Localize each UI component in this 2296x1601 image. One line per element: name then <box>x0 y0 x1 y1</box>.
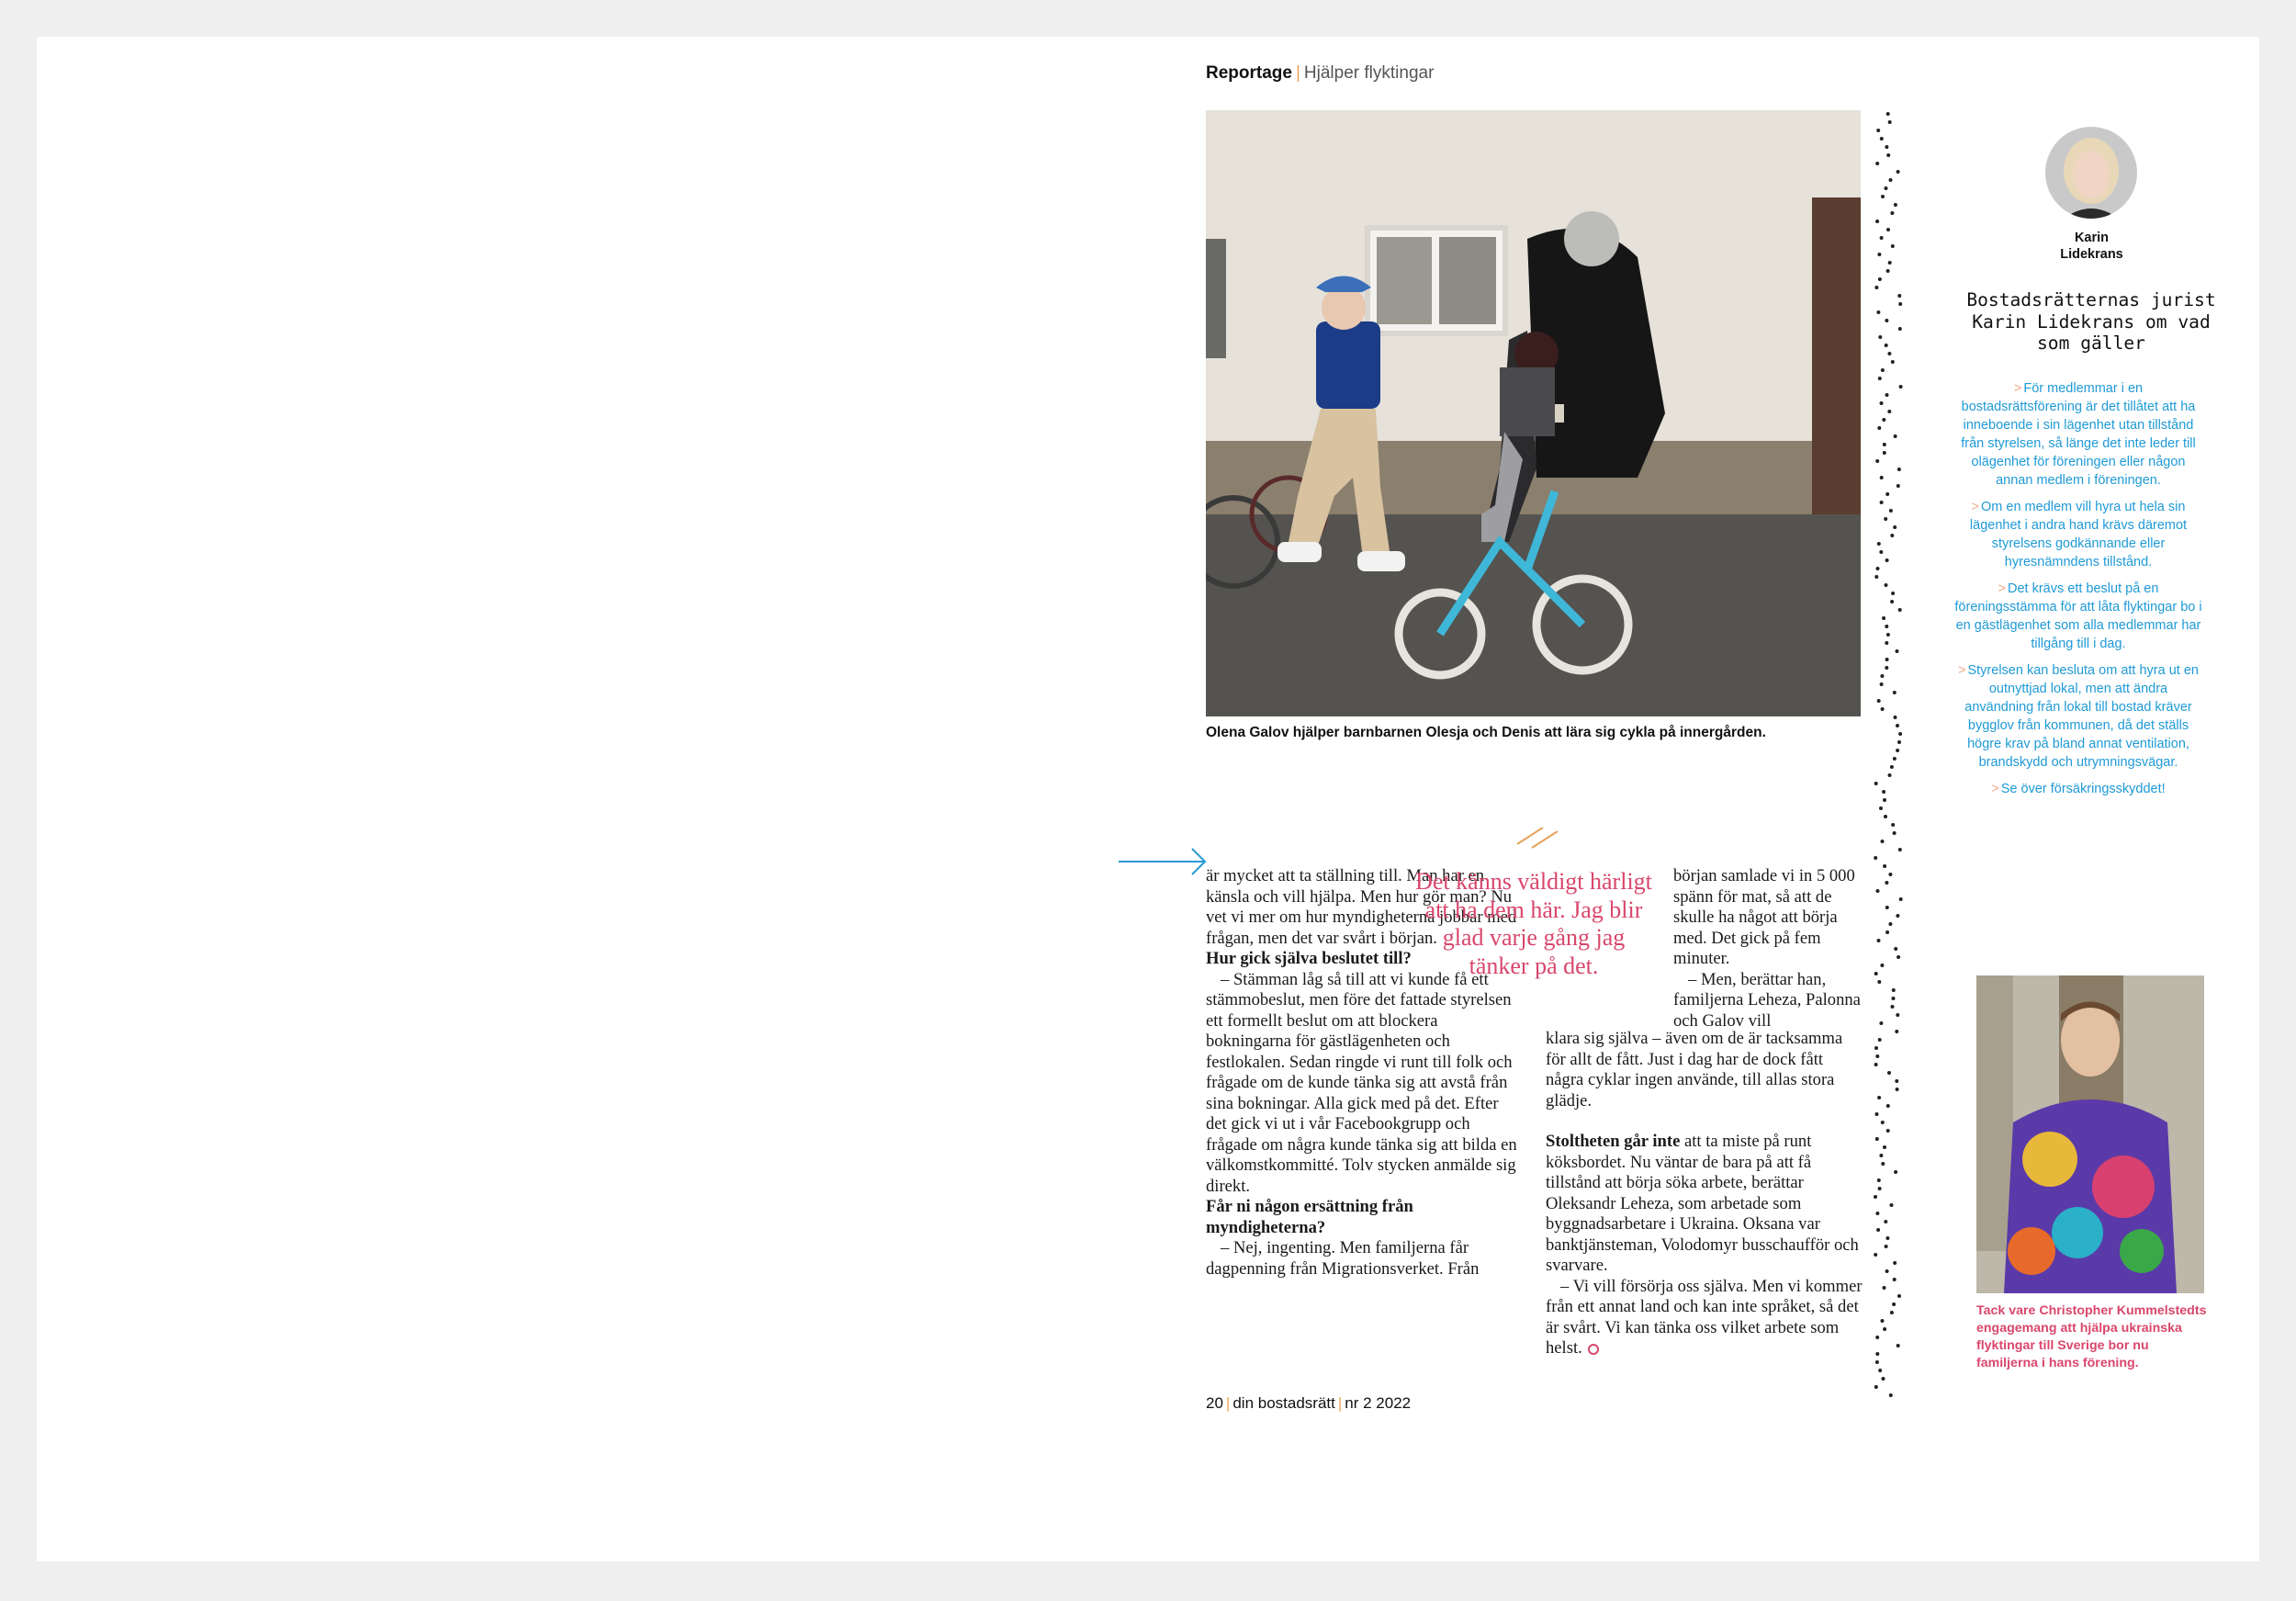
divider-dot <box>1875 220 1879 223</box>
divider-dot <box>1898 608 1902 612</box>
divider-dot <box>1874 1385 1878 1389</box>
divider-dot <box>1875 162 1879 165</box>
divider-dot <box>1879 1154 1883 1157</box>
issue-number: nr 2 2022 <box>1345 1394 1412 1412</box>
divider-dot <box>1885 658 1889 661</box>
divider-dot <box>1888 261 1892 265</box>
portrait-caption: Tack vare Christopher Kummelstedts engagemang att hjälpa ukrainska flyktingar till Sverige bor nu familjerna i hans förening. <box>1976 1303 2207 1370</box>
divider-dot <box>1875 1352 1879 1356</box>
divider-dot <box>1897 294 1901 298</box>
divider-dot <box>1897 468 1901 471</box>
divider-dot <box>1899 897 1903 901</box>
divider-dot <box>1890 765 1894 769</box>
section-label: Reportage <box>1206 63 1292 83</box>
list-item: > Om en medlem vill hyra ut hela sin lägenhet i andra hand krävs däremot styrelsens godkännande eller hyresnämndens tillstånd. <box>1969 500 2188 569</box>
divider-dot <box>1881 195 1885 198</box>
divider-dot <box>1876 567 1880 570</box>
divider-dot <box>1877 542 1881 546</box>
divider-dot <box>1896 955 1900 959</box>
divider-dot <box>1891 360 1895 364</box>
divider-dot <box>1883 443 1886 446</box>
divider-dot <box>1880 682 1884 686</box>
divider-dot <box>1883 1286 1886 1290</box>
divider-dot <box>1877 1096 1881 1099</box>
divider-dot <box>1875 1137 1879 1141</box>
interview-answer: – Nej, ingenting. Men familjerna får dagpenning från Migrationsverket. Från <box>1206 1238 1480 1279</box>
divider-dot <box>1884 1220 1887 1223</box>
divider-dot <box>1894 1170 1897 1174</box>
divider-dot <box>1883 1327 1886 1331</box>
divider-dot <box>1885 1245 1888 1248</box>
divider-dot <box>1877 253 1881 256</box>
article-paragraph: är mycket att ta ställning till. Man har en känsla och vill hjälpa. Men hur gör man? Nu vet vi mer om hur myndigheterna jobbar med frågan, men det var svårt i början. <box>1206 866 1517 948</box>
divider-dot <box>1890 1203 1894 1207</box>
divider-dot <box>1877 980 1881 984</box>
divider-dot <box>1885 625 1888 628</box>
sidebar-title: Bostadsrätternas jurist Karin Lidekrans om vad som gäller <box>1966 289 2216 354</box>
divider-dot <box>1886 269 1890 273</box>
divider-dot <box>1893 691 1896 694</box>
divider-dot <box>1886 112 1890 116</box>
divider-dot <box>1880 964 1884 967</box>
divider-dot <box>1885 344 1888 347</box>
divider-dot <box>1881 840 1885 843</box>
divider-dot <box>1880 137 1884 141</box>
divider-dot <box>1875 459 1879 463</box>
divider-dot <box>1889 509 1893 513</box>
divider-dot <box>1880 401 1884 405</box>
lead-in: Stoltheten går inte <box>1546 1132 1681 1151</box>
divider-dot <box>1880 236 1884 240</box>
article-paragraph: klara sig själva – även om de är tacksamma för allt de fått. Just i dag har de dock fått några cyklar ingen använde, till allas stora glädje. <box>1546 1029 1843 1111</box>
divider-dot <box>1878 277 1882 281</box>
end-mark-icon <box>1588 1344 1599 1355</box>
divider-dot <box>1884 815 1887 818</box>
interview-answer: – Stämman låg så till att vi kunde få ett stämmobeslut, men före det fattade styrelsen ett formellt beslut om att blockera bokningarna för gästlägenheten och festlokalen. Sedan ringde vi runt till folk och frågade om de kunde tänka sig att avstå från sina bokningar. Alla gick med på det. Efter det gick vi ut i vår Facebookgrupp och frågade om några kunde tänka sig att bilda en välkomstkommitté. Tolv stycken anmälde sig direkt. <box>1206 969 1517 1196</box>
divider-dot <box>1881 368 1885 372</box>
divider-dot <box>1894 203 1897 207</box>
article-paragraph: Stoltheten går inte att ta miste på runt köksbordet. Nu väntar de bara på att få tillstånd att börja söka arbete, berättar Oleksandr Leheza, som arbetade som byggnadsarbetare i Ukraina. Oksana var banktjänsteman, Volodomyr busschaufför och svarvare. <box>1546 1132 1859 1275</box>
divider-dot <box>1874 972 1878 975</box>
section-header: Reportage | Hjälper flyktingar <box>1206 63 1435 83</box>
list-item: > För medlemmar i en bostadsrättsförening är det tillåtet att ha inneboende i sin lägenhet utan tillstånd från styrelsen, så länge det inte leder till olägenhet för föreningen eller någon annan medlem i föreningen. <box>1961 381 2196 488</box>
divider-dot <box>1885 666 1888 670</box>
divider-dot <box>1879 550 1883 554</box>
divider-dot <box>1886 153 1890 157</box>
divider-dot <box>1885 1236 1889 1240</box>
divider-dot <box>1874 575 1878 579</box>
divider-dot <box>1892 1302 1896 1306</box>
divider-dot <box>1890 1311 1894 1314</box>
divider-dot <box>1880 501 1884 504</box>
divider-dot <box>1895 1079 1898 1083</box>
divider-dot <box>1888 922 1892 926</box>
divider-dot <box>1889 178 1893 182</box>
divider-dot <box>1885 1269 1889 1273</box>
divider-dot <box>1888 873 1892 876</box>
article-paragraph: – Vi vill försörja oss själva. Men vi kommer från ett annat land och kan inte språket, så det är svårt. Vi kan tänka oss vilket arbete som helst. <box>1546 1276 1863 1358</box>
list-item: > Se över försäkringsskyddet! <box>1991 782 2166 796</box>
divider-dot <box>1877 699 1881 703</box>
divider-dot <box>1899 385 1903 389</box>
interview-question: Hur gick själva beslutet till? <box>1206 949 1412 968</box>
divider-dot <box>1881 1162 1885 1166</box>
divider-dot <box>1890 600 1894 603</box>
divider-dot <box>1894 947 1897 951</box>
divider-dot <box>1876 1228 1880 1232</box>
divider-dot <box>1885 906 1889 909</box>
person-name: Karin Lidekrans <box>2060 231 2123 262</box>
divider-dot <box>1889 1393 1893 1397</box>
divider-dot <box>1898 732 1902 736</box>
article-paragraph: – Men, berättar han, familjerna Leheza, Palonna och Galov vill <box>1673 969 1861 1031</box>
divider-dot <box>1880 476 1884 479</box>
portrait-photo <box>1976 975 2204 1293</box>
list-item: > Styrelsen kan besluta om att hyra ut en outnyttjad lokal, men att ändra användning från lokal till bostad kräver bygglov från kommunen, då det ställs högre krav på bland annat ventilation, brandskydd och utrymningsvägar. <box>1958 663 2199 770</box>
avatar <box>2045 127 2137 219</box>
divider-dot <box>1896 1013 1899 1017</box>
divider-dot <box>1893 525 1896 529</box>
divider-dot <box>1878 1369 1882 1372</box>
divider-dot <box>1883 451 1886 455</box>
divider-dot <box>1887 1071 1891 1075</box>
divider-dot <box>1898 848 1902 851</box>
divider-dot <box>1888 773 1892 777</box>
divider-dot <box>1884 517 1887 521</box>
divider-dot <box>1893 831 1896 835</box>
divider-dot <box>1875 1336 1879 1339</box>
divider-dot <box>1892 988 1896 992</box>
divider-dot <box>1896 749 1899 752</box>
divider-dot <box>1898 302 1902 306</box>
magazine-spread <box>37 37 2259 1562</box>
divider-dot <box>1877 426 1881 430</box>
divider-dot <box>1874 1046 1878 1050</box>
divider-dot <box>1896 724 1899 727</box>
divider-dot <box>1890 534 1894 537</box>
divider-dot <box>1875 1360 1879 1364</box>
dotted-divider <box>1870 110 1907 1405</box>
divider-dot <box>1896 170 1900 174</box>
divider-dot <box>1874 1195 1877 1199</box>
divider-dot <box>1883 1145 1886 1149</box>
divider-dot <box>1881 707 1885 711</box>
divider-dot <box>1881 1121 1885 1124</box>
divider-dot <box>1891 823 1895 827</box>
divider-dot <box>1885 145 1888 149</box>
divider-dot <box>1876 129 1880 132</box>
divider-dot <box>1885 641 1888 645</box>
divider-dot <box>1890 211 1894 215</box>
divider-dot <box>1874 1253 1877 1257</box>
main-photo <box>1206 110 1861 716</box>
divider-dot <box>1885 393 1889 397</box>
divider-dot <box>1880 674 1884 678</box>
article-column-3 <box>1546 1029 1863 1359</box>
magazine-name: din bostadsrätt <box>1232 1394 1335 1412</box>
divider-dot <box>1894 434 1897 438</box>
divider-dot <box>1897 1294 1901 1298</box>
divider-dot <box>1887 352 1891 355</box>
divider-dot <box>1896 914 1899 918</box>
divider-dot <box>1893 1278 1896 1281</box>
divider-dot <box>1874 286 1878 289</box>
divider-dot <box>1896 484 1900 488</box>
article-paragraph: början samlade vi in 5 000 spänn för mat, så att de skulle ha något att börja med. Det gick på fem minuter. <box>1673 866 1855 968</box>
divider-dot <box>1885 930 1889 934</box>
divider-dot <box>1876 310 1880 314</box>
divider-dot <box>1882 790 1885 794</box>
divider-dot <box>1875 1054 1879 1058</box>
page-number: 20 <box>1206 1394 1223 1412</box>
divider-dot <box>1897 740 1901 744</box>
pull-quote: Det känns väldigt härligt att ha dem här. Jag blir glad varje gång jag tänker på det. <box>1415 868 1652 979</box>
divider-dot <box>1895 1030 1898 1033</box>
divider-dot <box>1877 939 1881 942</box>
divider-dot <box>1885 319 1888 322</box>
divider-dot <box>1898 327 1902 331</box>
divider-dot <box>1894 716 1897 719</box>
divider-dot <box>1891 592 1895 595</box>
divider-dot <box>1878 1187 1882 1190</box>
quote-mark-icon <box>1514 824 1565 851</box>
divider-dot <box>1874 856 1877 860</box>
divider-dot <box>1878 1038 1882 1042</box>
divider-dot <box>1878 335 1882 339</box>
sidebar-list <box>1954 379 2202 806</box>
divider-dot <box>1896 649 1899 653</box>
divider-dot <box>1886 228 1890 231</box>
divider-dot <box>1885 186 1888 190</box>
divider-dot <box>1886 633 1890 637</box>
divider-dot <box>1885 881 1888 885</box>
divider-dot <box>1881 1319 1885 1323</box>
divider-dot <box>1875 1212 1879 1215</box>
interview-question: Får ni någon ersättning från myndigheterna? <box>1206 1197 1413 1237</box>
divider-dot <box>1879 806 1883 810</box>
divider-dot <box>1891 1005 1895 1009</box>
section-topic: Hjälper flyktingar <box>1303 63 1435 83</box>
divider-dot <box>1886 1129 1890 1133</box>
photo-caption: Olena Galov hjälper barnbarnen Olesja och Denis att lära sig cykla på innergården. <box>1206 725 1766 740</box>
divider-dot <box>1896 1344 1900 1347</box>
divider-dot <box>1883 864 1886 868</box>
divider-dot <box>1885 558 1889 562</box>
divider-dot <box>1888 120 1892 124</box>
divider-dot <box>1882 616 1885 620</box>
divider-dot <box>1886 1104 1890 1108</box>
divider-dot <box>1891 244 1895 248</box>
list-item: > Det krävs ett beslut på en föreningsstämma för att låta flyktingar bo i en gästlägenhet som alla medlemmar har tillgång till i dag. <box>1954 581 2202 651</box>
page-footer: 20 | din bostadsrätt | nr 2 2022 <box>1206 1394 1412 1412</box>
divider-dot <box>1885 583 1888 587</box>
divider-dot <box>1874 782 1878 785</box>
divider-dot <box>1885 492 1889 496</box>
divider-dot <box>1883 798 1886 802</box>
divider-dot <box>1893 1261 1896 1265</box>
divider-dot <box>1877 1178 1881 1182</box>
divider-dot <box>1893 757 1896 761</box>
arrow-right-icon <box>1119 843 1210 880</box>
divider-dot <box>1887 410 1891 413</box>
divider-dot <box>1882 1377 1885 1381</box>
divider-dot <box>1892 997 1896 1000</box>
divider-dot <box>1878 377 1882 380</box>
divider-dot <box>1874 1063 1878 1066</box>
article-column-3-top <box>1673 866 1862 1032</box>
divider-dot <box>1879 1021 1883 1025</box>
divider-dot <box>1896 1088 1899 1091</box>
divider-dot <box>1875 1112 1879 1116</box>
divider-dot <box>1882 418 1885 422</box>
divider-dot <box>1876 889 1880 893</box>
